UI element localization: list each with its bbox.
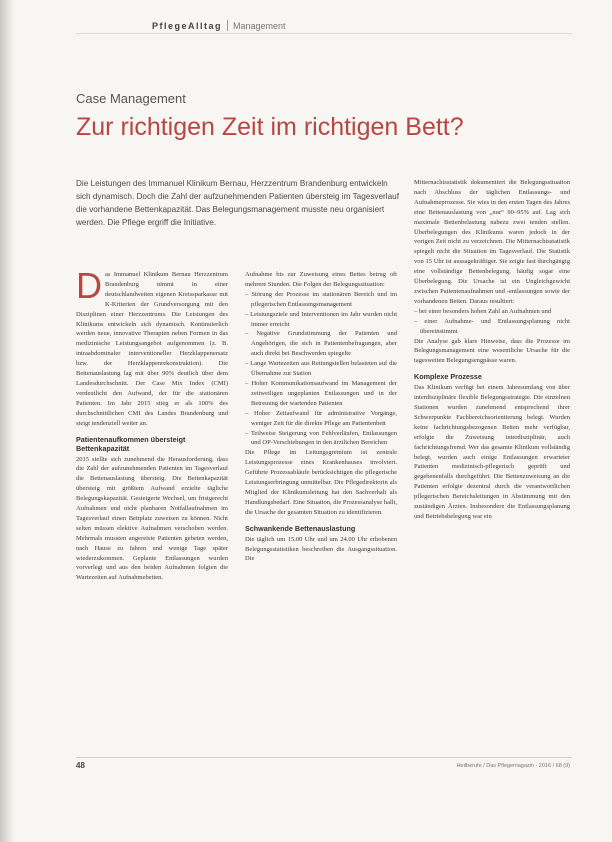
- drop-cap: D: [76, 270, 102, 306]
- list-item: – Negative Grundstimmung der Patienten und Angehörigen, die sich in Patientenbefragungen, aber auch direkt bei Beschwerden spiegelte: [245, 329, 397, 359]
- list-item: – Hoher Kommunikationsaufwand im Management der zeitweiligen ungeplanten Entlassungen und in der Betreuung der wartenden Patienten: [245, 379, 397, 409]
- section-label: PflegeAlltag: [152, 20, 223, 31]
- subheading: Komplexe Prozesse: [414, 372, 482, 382]
- list-item: – Hoher Zeitaufwand für administrative Vorgänge, weniger Zeit für die direkte Pflege am Patientenbett: [245, 409, 397, 429]
- article-kicker: Case Management: [76, 91, 186, 106]
- column-1: [76, 270, 228, 740]
- list-item: – Störung der Prozesse im stationären Bereich und im pflegerischen Entlassungsmanagement: [245, 290, 397, 310]
- list-item: – bei einer besonders hohen Zahl an Aufnahmen und: [414, 307, 570, 317]
- subsection-label: Management: [233, 20, 286, 31]
- list-item: – Teilweise Steigerung von Fehlverläufen, Entlassungen und OP-Verschiebungen in den ärztlichen Bereichen: [245, 429, 397, 449]
- list-item: – einer Aufnahme- und Entlassungsplanung nicht übereinstimmt: [414, 317, 570, 337]
- article-title: Zur richtigen Zeit im richtigen Bett?: [76, 113, 464, 141]
- body-paragraph: Das Klinikum verfügt bei einem Jahresumfang von über interdisziplinäre flexible Belegungsstrategie. Die einzelnen Stationen wurden zunehmend entsprechend ihrer Schwerpunkte Fachbereichsorientierung belegt. Wurden keine fachrichtungsbezogenen Betten mehr verfügbar, erfolgte die Zuweisung interdisziplinär, auch fachrichtungsfremd. Wer das gesamte Klinikum vollständig belegt, wurden auch einige Entlassungen erwarteter Patienten medizinisch-pflegerisch geprüft und gegebenenfalls durchgeführt. Die Bettenzuweisung an die Patienten erfolgte dezentral durch die verantwortlichen pflegerischen Bereichsleitungen in Abstimmung mit den zuständigen Ärzten. Insbesondere die Entlassungsplanung und Betriebsbelegung war ein: [414, 384, 570, 520]
- cause-list: [414, 307, 570, 337]
- column-2: [245, 270, 397, 740]
- page-number: 48: [76, 761, 85, 770]
- binding-shadow: [0, 0, 14, 842]
- header-divider: [227, 20, 228, 31]
- body-paragraph: Die täglich um 15.00 Uhr und um 24.00 Uhr erhobenen Belegungsstatistiken beschreiben die Ausgangssituation. Die: [245, 535, 397, 563]
- body-paragraph: 2015 stellte sich zunehmend die Herausforderung, dass die Zahl der aufzunehmenden Patienten im Tagesverlauf die Bettenauslastung übersteig. Die Bettenkapazität übersteig mit größtem Aufwand erzielte tägliche Belegungskapazität. Gesteigerte Wechsel, um fristgerecht Aufnahmen und nicht planbaren Notfallaufnahmen im Tagesverlauf einen Bettplatz zuweisen zu können. Nicht selten müssen elektive Aufnahmen verschoben werden. Mehrmals mussten angereiste Patienten gebeten werden, nach Hause zu fahren und wenige Tage später wiederzukommen. Geplante Entlassungen wurden vorverlegt und aus den beiden Aufnahmen folgten die Wartezeiten auf Aufnahmebetten.: [76, 455, 228, 582]
- column-3: [414, 178, 570, 744]
- body-paragraph: Die Pflege im Leitungsgremium ist zentrale Leistungsprozesse eines Krankenhauses involviert. Geführte Prozessabläufe berücksichtigen die pflegerische Leistungserbringung unmittelbar. Die Pflegedirektorin als Mitglied der Klinikumsleitung hat den Sachverhalt als Handlungsbedarf. Eine Situation, die Prozessanalyse hallt, die Ursache der gesamten Situation zu identifizieren.: [245, 449, 397, 516]
- running-header: [152, 20, 286, 31]
- footer-rule: [76, 757, 572, 758]
- list-item: – Leistungsziele und Interventionen im Jahr wurden nicht immer erreicht: [245, 310, 397, 330]
- list-item: – Lange Wartezeiten aus Rettungstellen belasteten auf die Übernahme zur Station: [245, 359, 397, 379]
- header-rule: [76, 33, 572, 34]
- body-paragraph: Mitternachtsstatistik dokumentiert die Belegungssituation nach Abschluss der täglichen Entlassungs- und Aufnahmeprozesse. Sie wies in den ersten Tagen des Jahres eine Bettenauslastung von „nur“ 90–95% auf. Lag sich maximale Bettenbelastung nahezu zwei tenden stellen. Überbelegungen des Klinikums waren jedoch in der vorigen Zeit nicht zu verzeichnen. Die Mitternachtsstatistik spiegelt nicht die Situation im Tagesverlauf. Die Statistik von 15 Uhr ist aussagekräftiger. Sie zeigte fast durchgängig eine vollständige Bettenbelegung, häufig sogar eine Überbelegung. Die Ursache ist ein Ungleichgewicht zwischen Patientenaufnahmen und -entlassungen sowie der vorhandenen Betten. Daraus resultiert:: [414, 179, 570, 305]
- intro-paragraph: Das Immanuel Klinikum Bernau Herzzentrum Brandenburg nimmt in einer deutschlandweiten eigenen Kreissparkasse mit K-Kriterien der Grundversorgung mit den Disziplinen einer Herzzentrums. Die Leistungen des Klinikums entwickeln sich dynamisch. Kontinuierlich werden neue, innovative Therapien neben Formen in das medizinische Leistungsangebot aufgenommen (z. B. intraabdominaler interventioneller Herzklappenersatz bzw. der Herzklappenrekonstruktion). Die Bettenauslastung lag mit über 90% deutlich über dem Landesdurchschnitt. Der Case Mix Index (CMI) verdeutlicht den Aufwand, der für die stationären Patienten. Im Jahr 2015 stieg er als 100% des durchschnittlichen CMI des Landes Brandenburg und steigt tendenziell weiter an.: [76, 270, 228, 427]
- body-paragraph: Die Analyse gab klare Hinweise, dass die Prozesse im Belegungsmanagement eine wesentliche Ursache für die tagesweiten Belegungsengpässe waren.: [414, 337, 570, 365]
- consequence-list: [245, 290, 397, 449]
- subheading: Schwankende Bettenauslastung: [245, 523, 356, 533]
- body-paragraph: Aufnahme bis zur Zuweisung eines Bettes betrug oft mehrere Stunden. Die Folgen der Belegungssituation:: [245, 271, 397, 288]
- article-lead: Die Leistungen des Immanuel Klinikum Bernau, Herzzentrum Brandenburg entwickeln sich dynamisch. Doch die Zahl der aufzunehmenden Patienten übersteig im Tagesverlauf die vorhandene Bettenkapazität. Das Belegungsmanagement musste neu organisiert werden. Die Pflege ergriff die Initiative.: [76, 179, 399, 227]
- subheading: Patientenaufkommen übersteigt Bettenkapazität: [76, 434, 186, 453]
- journal-citation: Heilberufe / Das Pflegemagazin · 2016 / 68 (9): [456, 763, 570, 769]
